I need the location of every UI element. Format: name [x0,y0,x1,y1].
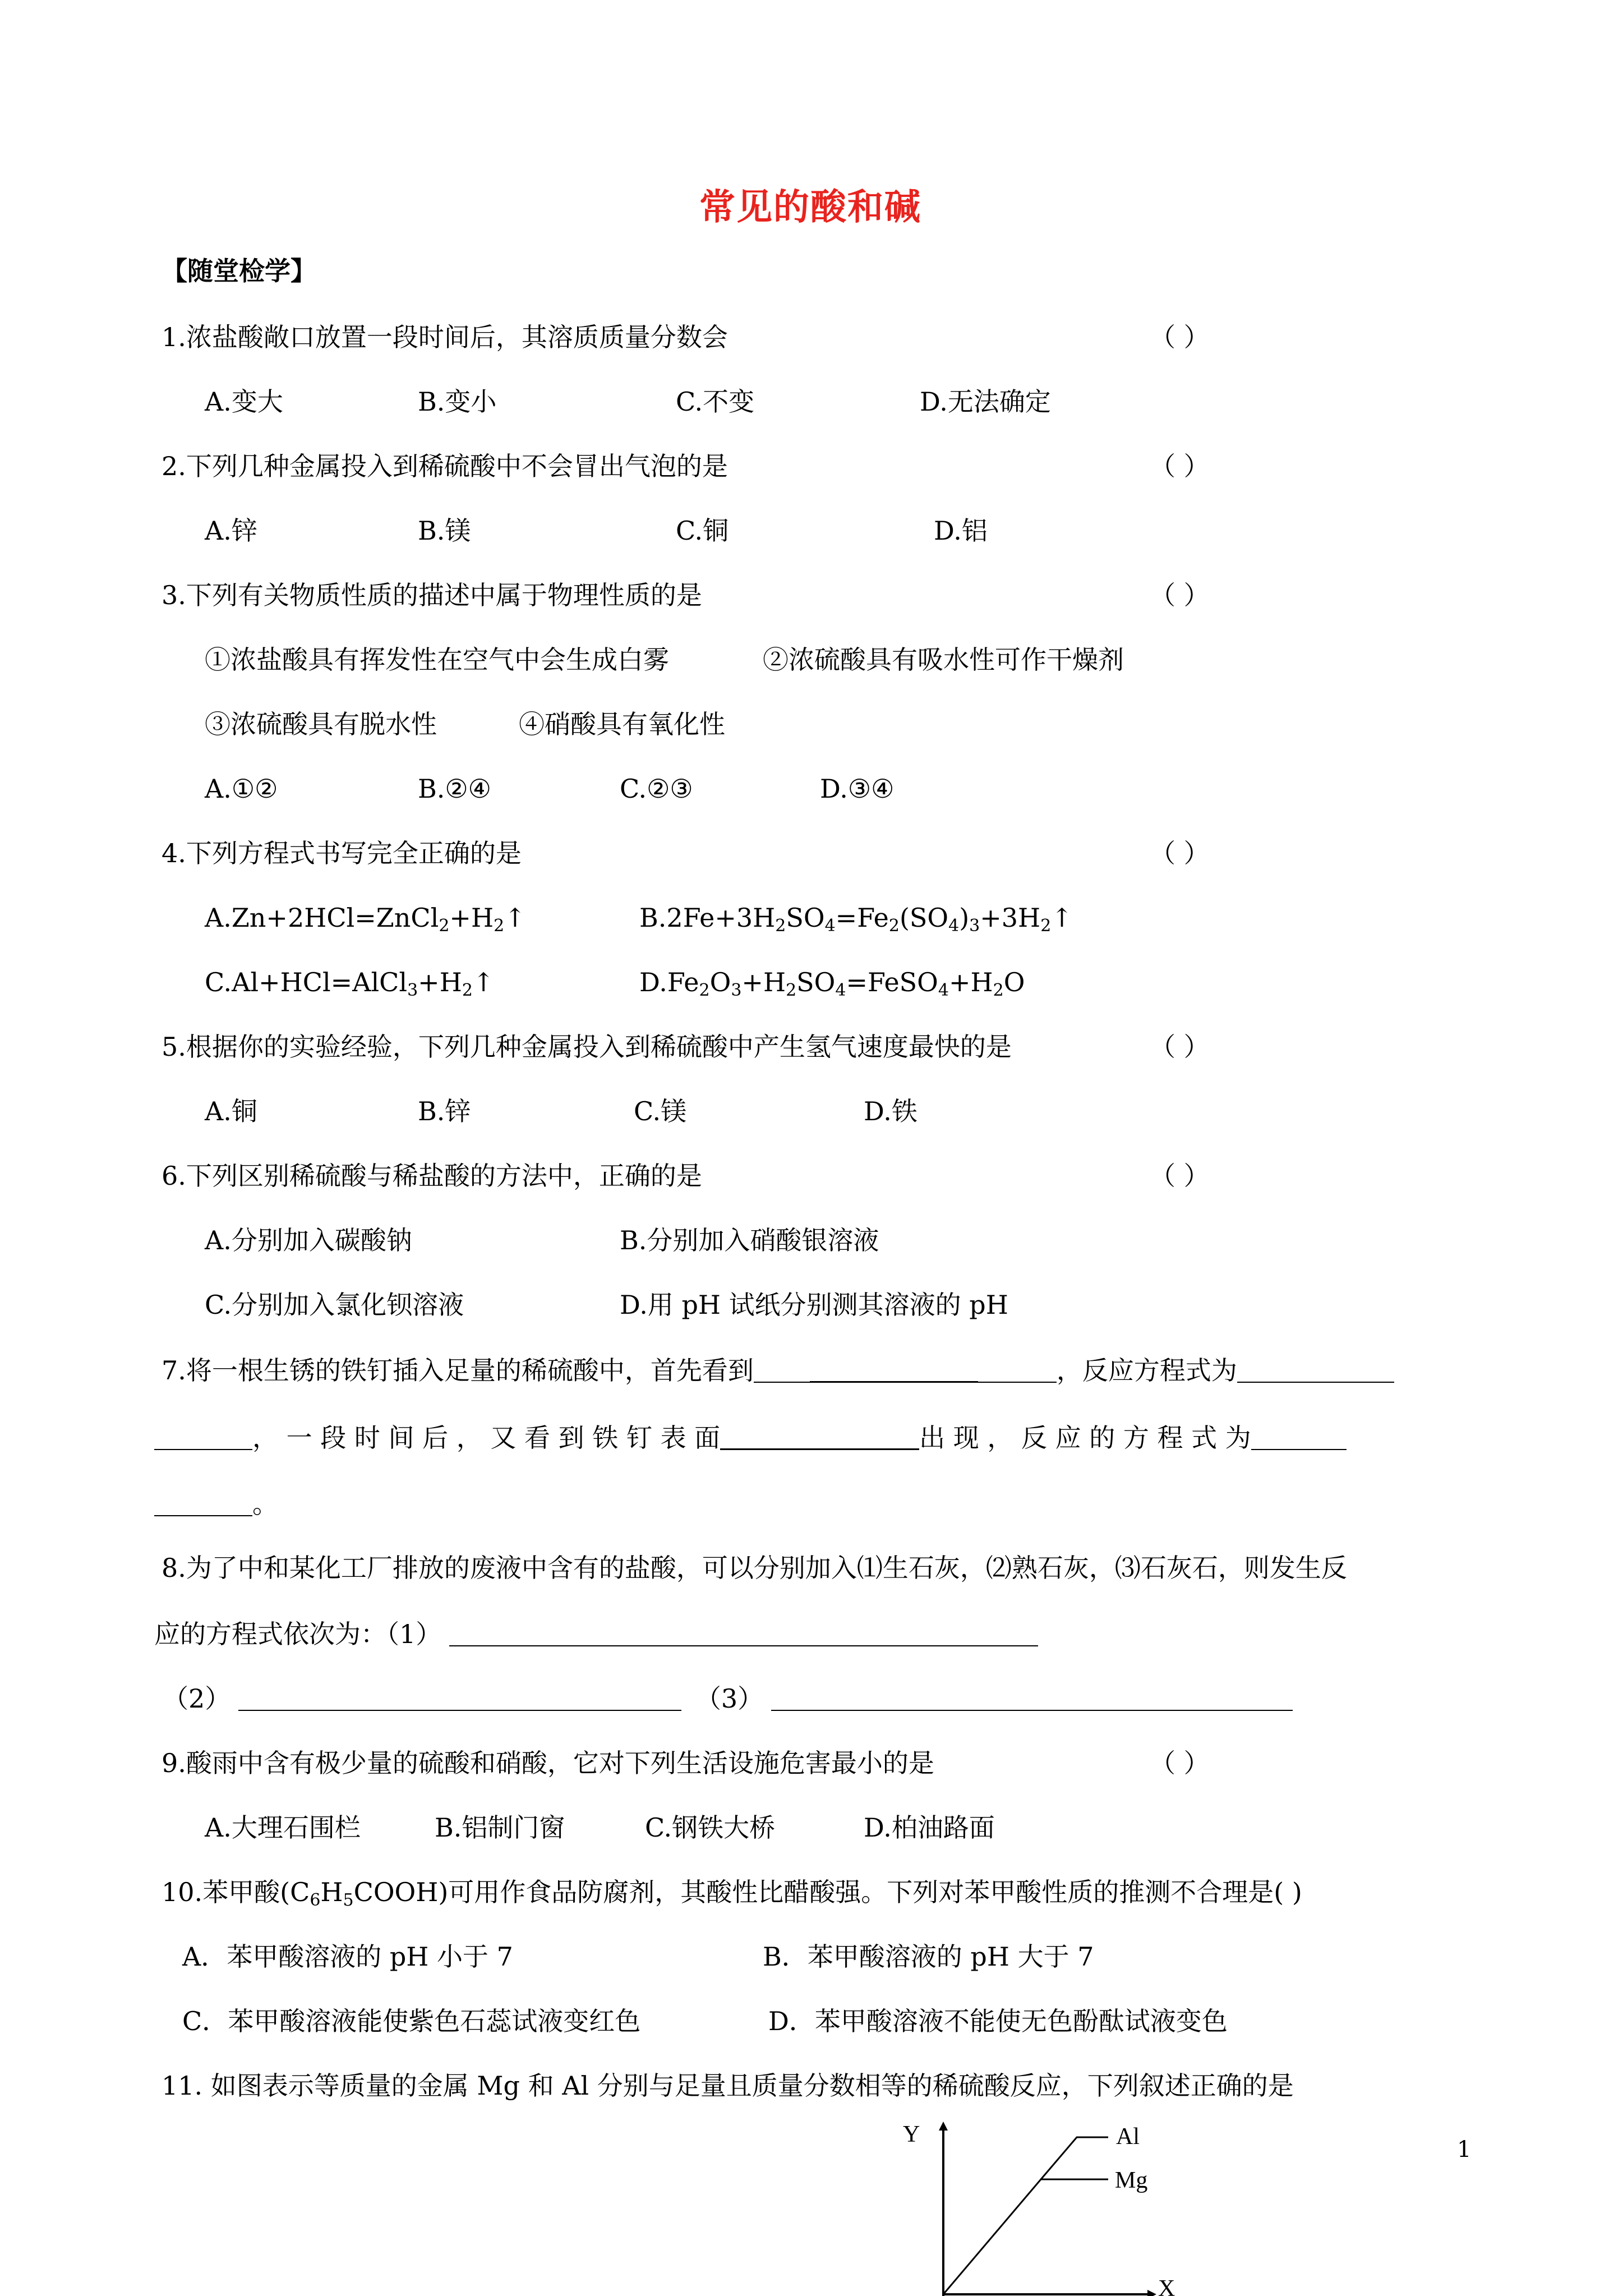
q2-option-c: C.铜 [676,516,729,546]
answer-bracket-2: （ ） [1150,451,1210,481]
q9-option-d: D.柏油路面 [864,1812,995,1843]
q6-option-b: B.分别加入硝酸银溶液 [620,1225,879,1255]
q6-option-a: A.分别加入碳酸钠 [205,1225,412,1255]
question-9: 9.酸雨中含有极少量的硫酸和硝酸，它对下列生活设施危害最小的是 [162,1748,934,1778]
q2-option-b: B.镁 [418,516,471,546]
q1-option-c: C.不变 [676,386,755,417]
blank-equation-q8-2[interactable] [238,1687,681,1711]
q1-option-b: B.变小 [418,386,497,417]
answer-bracket-9: （ ） [1150,1748,1210,1778]
q10-option-a: A．苯甲酸溶液的 pH 小于 7 [182,1941,513,1972]
q4-option-a: $A.Zn+2HCl=ZnCl_2+H_2↑$ [205,903,526,936]
q6-option-c: C.分别加入氯化钡溶液 [205,1290,464,1320]
q10-option-b: B．苯甲酸溶液的 pH 大于 7 [763,1941,1094,1972]
question-7-line-1: 7.将一根生锈的铁钉插入足量的稀硫酸中，首先看到 ，反应方程式为 [162,1358,1394,1383]
question-10: 10.苯甲酸$(C_6H_5COOH)$可用作食品防腐剂，其酸性比醋酸强。下列对苯甲酸性质的推测不合理是( ) [162,1877,1302,1910]
question-3: 3.下列有关物质性质的描述中属于物理性质的是 [162,580,702,610]
question-7-line-2: ， 一 段 时 间 后 ， 又 看 到 铁 钉 表 面 出 现 ， 反 应 的 方 程 式 为 [154,1425,1347,1451]
question-2: 2.下列几种金属投入到稀硫酸中不会冒出气泡的是 [162,451,728,481]
blank-equation-2[interactable] [1251,1427,1347,1450]
q5-option-b: B.锌 [418,1096,471,1126]
q3-statement-4: ④硝酸具有氧化性 [519,709,725,739]
blank-equation-q8-3[interactable] [771,1687,1293,1711]
mg-label: Mg [1115,2168,1148,2193]
page-number: 1 [1457,2137,1472,2162]
question-4: 4.下列方程式书写完全正确的是 [162,838,522,868]
answer-bracket-4: （ ） [1150,838,1210,868]
q3-option-b: B.②④ [418,774,491,804]
q3-statement-1: ①浓盐酸具有挥发性在空气中会生成白雾 [205,645,669,675]
q2-option-d: D.铝 [934,516,988,546]
q2-option-a: A.锌 [205,516,257,546]
blank-equation-2-cont[interactable] [154,1493,252,1516]
question-8-line-2: 应的方程式依次为：（1） [154,1621,1038,1647]
q5-option-a: A.铜 [205,1096,257,1126]
q4-option-c: $C.Al+HCl=AlCl_3+H_2↑$ [205,967,495,1000]
answer-bracket-6: （ ） [1150,1161,1210,1191]
q1-option-a: A.变大 [205,386,283,417]
al-curve [943,2179,1108,2294]
question-1: 1.浓盐酸敞口放置一段时间后，其溶质质量分数会 [162,322,728,352]
q10-option-c: C．苯甲酸溶液能使紫色石蕊试液变红色 [182,2006,641,2036]
question-5: 5.根据你的实验经验，下列几种金属投入到稀硫酸中产生氢气速度最快的是 [162,1032,1012,1062]
blank-equation-1-cont[interactable] [154,1427,252,1450]
answer-bracket-1: （ ） [1150,322,1210,352]
question-11: 11. 如图表示等质量的金属 Mg 和 Al 分别与足量且质量分数相等的稀硫酸反应，下列叙述正确的是 [162,2070,1294,2101]
al-top-segment [1041,2137,1108,2179]
q4-option-d: $D.Fe_2O_3+H_2SO_4=FeSO_4+H_2O$ [639,967,1025,1000]
reaction-graph [903,2109,1228,2296]
q10-option-d: D．苯甲酸溶液不能使无色酚酞试液变色 [768,2006,1228,2036]
al-label: Al [1116,2124,1140,2150]
question-8-line-1: 8.为了中和某化工厂排放的废液中含有的盐酸，可以分别加入⑴生石灰，⑵熟石灰，⑶石灰石，则发生反 [162,1553,1347,1583]
answer-bracket-3: （ ） [1150,580,1210,610]
answer-bracket-5: （ ） [1150,1032,1210,1062]
blank-equation-q8-1[interactable] [449,1623,1038,1646]
blank-observation-1[interactable] [810,1359,978,1383]
blank-observation-2[interactable] [720,1426,919,1450]
q1-option-d: D.无法确定 [920,386,1051,417]
q5-option-d: D.铁 [864,1096,917,1126]
section-heading: 【随堂检学】 [162,256,316,286]
x-axis-label: X [1158,2276,1175,2296]
q9-option-a: A.大理石围栏 [205,1812,361,1843]
question-7-line-3: 。 [154,1491,278,1517]
q3-statement-2: ②浓硫酸具有吸水性可作干燥剂 [763,645,1124,675]
q3-option-a: A.①② [205,774,278,804]
q3-statement-3: ③浓硫酸具有脱水性 [205,709,437,739]
q5-option-c: C.镁 [634,1096,687,1126]
question-6: 6.下列区别稀硫酸与稀盐酸的方法中，正确的是 [162,1161,702,1191]
page-title: 常见的酸和碱 [699,186,921,228]
blank-line[interactable] [754,1359,810,1383]
q3-option-d: D.③④ [820,774,895,804]
q6-option-d: D.用 pH 试纸分别测其溶液的 pH [620,1290,1008,1320]
question-8-line-3: （2） （3） [163,1686,1293,1711]
q9-option-b: B.铝制门窗 [435,1812,565,1843]
q9-option-c: C.钢铁大桥 [645,1812,776,1843]
blank-equation-1[interactable] [1237,1359,1394,1383]
q4-option-b: $B.2Fe+3H_2SO_4=Fe_2(SO_4)_3+3H_2↑$ [639,903,1073,936]
y-axis-label: Y [903,2122,920,2147]
blank-line[interactable] [978,1359,1057,1383]
q3-option-c: C.②③ [620,774,693,804]
